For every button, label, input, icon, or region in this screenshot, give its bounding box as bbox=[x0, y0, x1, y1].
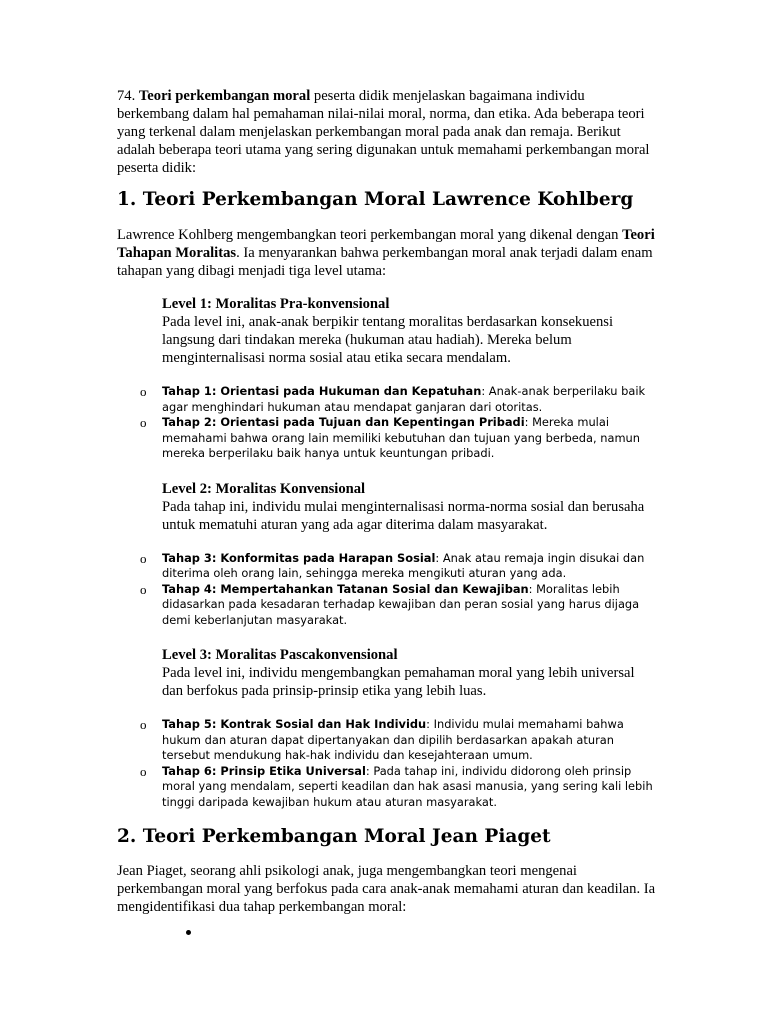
stage-4-text: : Moralitas lebih didasarkan pada kesadaran terhadap kewajiban dan peran sosial yang harus dijaga demi keberlanjutan masyarakat. bbox=[162, 581, 640, 627]
stage-6-text: : Pada tahap ini, individu didorong oleh prinsip moral yang mendalam, seperti keadilan dan hak asasi manusia, yang sering kali lebih tinggi daripada kewajiban hukum atau aturan masyarakat. bbox=[162, 763, 653, 809]
stage-1-text: : Anak-anak berperilaku baik agar menghindari hukuman atau mendapat ganjaran dari otoritas. bbox=[162, 384, 646, 414]
level-1-block bbox=[162, 295, 657, 367]
level-1-title: Level 1: Moralitas Pra-konvensional bbox=[162, 296, 390, 312]
stage-5-text: : Individu mulai memahami bahwa hukum dan aturan dapat dipertanyakan dan dipilih berdasarkan apakah aturan tersebut mendukung hak-hak individu dan kesejahteraan umum. bbox=[162, 717, 624, 762]
intro-bold-term: Teori perkembangan moral bbox=[138, 88, 311, 104]
stage-bullet: o bbox=[140, 550, 147, 566]
level-3-title: Level 3: Moralitas Pascakonvensional bbox=[162, 647, 398, 663]
level-2-block bbox=[162, 480, 657, 534]
stage-2-item bbox=[117, 415, 657, 462]
level-2-description: Pada tahap ini, individu mulai menginternalisasi norma-norma sosial dan berusaha untuk mematuhi aturan yang ada agar diterima dalam masyarakat. bbox=[162, 498, 645, 533]
stage-bullet: o bbox=[140, 415, 147, 430]
section-1-text-after: . Ia menyarankan bahwa perkembangan moral anak terjadi dalam enam tahapan yang dibagi menjadi tiga level utama: bbox=[117, 245, 653, 279]
section-1-text-before: Lawrence Kohlberg mengembangkan teori perkembangan moral yang dikenal dengan bbox=[117, 227, 623, 243]
section-1-bold-term: Teori Tahapan Moralitas bbox=[117, 227, 655, 261]
section-1-heading: 1. Teori Perkembangan Moral Lawrence Kohlberg bbox=[117, 189, 634, 210]
stage-6-name: Tahap 6: Prinsip Etika Universal bbox=[162, 763, 366, 778]
level-3-description: Pada level ini, individu mengembangkan pemahaman moral yang lebih universal dan berfokus pada prinsip-prinsip etika yang lebih luas. bbox=[162, 665, 635, 699]
stage-bullet: o bbox=[140, 384, 147, 399]
stage-4-item bbox=[117, 582, 657, 629]
level-2-stage-list bbox=[117, 551, 657, 629]
stage-1-name: Tahap 1: Orientasi pada Hukuman dan Kepatuhan bbox=[162, 384, 482, 398]
stage-2-text: : Mereka mulai memahami bahwa orang lain memiliki kebutuhan dan tujuan yang berbeda, namun mereka berperilaku baik hanya untuk keuntungan pribadi. bbox=[162, 415, 640, 460]
item-number: 74. bbox=[117, 88, 136, 104]
stage-bullet: o bbox=[140, 763, 147, 779]
stage-6-item bbox=[117, 764, 657, 811]
stage-1-item bbox=[117, 384, 657, 415]
stage-3-item bbox=[117, 551, 657, 582]
document-body bbox=[117, 87, 657, 935]
stage-bullet: o bbox=[140, 717, 147, 732]
level-2-title: Level 2: Moralitas Konvensional bbox=[162, 480, 366, 497]
section-2-paragraph: Jean Piaget, seorang ahli psikologi anak, juga mengembangkan teori mengenai perkembangan moral yang berfokus pada cara anak-anak memahami aturan dan keadilan. Ia mengidentifikasi dua tahap perkembangan moral: bbox=[117, 863, 656, 915]
stage-2-name: Tahap 2: Orientasi pada Tujuan dan Kepentingan Pribadi bbox=[162, 415, 525, 429]
empty-list-bullet bbox=[186, 930, 191, 935]
stage-5-item bbox=[117, 717, 657, 764]
level-3-block bbox=[162, 646, 657, 700]
stage-4-name: Tahap 4: Mempertahankan Tatanan Sosial dan Kewajiban bbox=[162, 581, 529, 596]
intro-text: peserta didik menjelaskan bagaimana individu berkembang dalam hal pemahaman nilai-nilai moral, norma, dan etika. Ada beberapa teori yang terkenal dalam menjelaskan perkembangan moral pada anak dan remaja. Berikut adalah beberapa teori utama yang sering digunakan untuk memahami perkembangan moral peserta didik: bbox=[117, 88, 650, 176]
level-1-description: Pada level ini, anak-anak berpikir tentang moralitas berdasarkan konsekuensi langsung dari tindakan mereka (hukuman atau hadiah). Mereka belum menginternalisasi norma sosial atau etika secara mendalam. bbox=[162, 314, 614, 366]
stage-bullet: o bbox=[140, 581, 147, 597]
level-3-stage-list bbox=[117, 717, 657, 810]
stage-3-text: : Anak atau remaja ingin disukai dan diterima oleh orang lain, sehingga mereka mengikuti aturan yang ada. bbox=[162, 550, 645, 580]
stage-3-name: Tahap 3: Konformitas pada Harapan Sosial bbox=[162, 550, 436, 565]
intro-paragraph bbox=[117, 87, 657, 177]
level-1-stage-list bbox=[117, 384, 657, 462]
section-2-heading: 2. Teori Perkembangan Moral Jean Piaget bbox=[117, 826, 551, 847]
stage-5-name: Tahap 5: Kontrak Sosial dan Hak Individu bbox=[162, 717, 427, 731]
section-1-paragraph bbox=[117, 226, 657, 280]
